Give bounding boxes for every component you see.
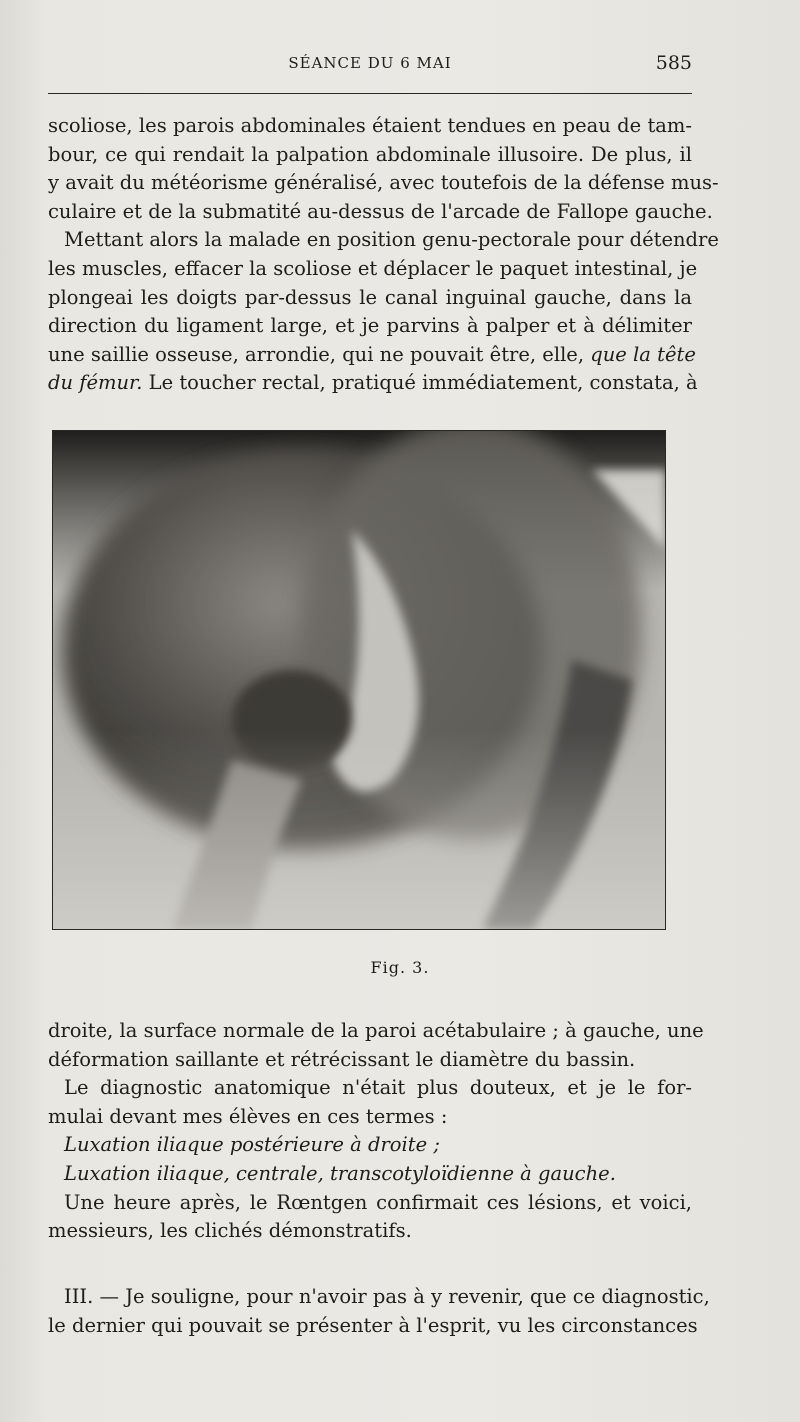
italic-span: du fémur. [48,371,143,395]
text-line: droite, la surface normale de la paroi acétabulaire ; à gauche, une [48,1019,704,1042]
text-span: Le toucher rectal, pratiqué immédiatement, constata, à [148,371,698,395]
text-block-bottom [48,1017,704,1246]
text-line: messieurs, les clichés démonstratifs. [48,1219,412,1243]
text-line: y avait du météorisme généralisé, avec toutefois de la défense mus- [48,171,719,195]
text-line: Mettant alors la malade en position genu-pectorale pour détendre [64,228,719,252]
text-line: Le diagnostic anatomique n'était plus douteux, et je le for- [64,1076,692,1100]
text-line: culaire et de la submatité au-dessus de l'arcade de Fallope gauche. [48,199,713,223]
running-header [48,52,692,80]
text-line [48,341,696,370]
text-line: Une heure après, le Rœntgen confirmait ces lésions, et voici, [64,1190,692,1214]
text-span: une saillie osseuse, arrondie, qui ne pouvait être, elle, [48,342,585,366]
xray-image [52,430,666,930]
italic-span: que la tête [590,342,696,366]
text-line: le dernier qui pouvait se présenter à l'esprit, vu les circonstances [48,1313,698,1337]
text-block-top [48,112,719,398]
text-line: les muscles, effacer la scoliose et déplacer le paquet intestinal, je [48,256,698,280]
text-line: plongeai les doigts par-dessus le canal inguinal gauche, dans la [48,285,692,309]
text-line: déformation saillante et rétrécissant le diamètre du bassin. [48,1047,636,1071]
text-line: direction du ligament large, et je parvins à palper et à délimiter [48,314,692,338]
text-line: Luxation iliaque, centrale, transcotyloïdienne à gauche. [64,1161,616,1185]
text-line: bour, ce qui rendait la palpation abdominale illusoire. De plus, il [48,142,692,166]
header-title: SÉANCE DU 6 MAI [288,54,452,72]
text-line: Luxation iliaque postérieure à droite ; [64,1133,440,1157]
text-block-section-iii [48,1283,710,1340]
xray-figure [52,430,666,930]
text-line: III. — Je souligne, pour n'avoir pas à y revenir, que ce diagnostic, [64,1285,710,1308]
text-line [48,369,698,398]
page-number: 585 [655,52,692,74]
text-line: mulai devant mes élèves en ces termes : [48,1104,448,1128]
text-line: scoliose, les parois abdominales étaient tendues en peau de tam- [48,114,692,137]
header-rule [48,93,692,94]
figure-caption: Fig. 3. [370,958,430,977]
